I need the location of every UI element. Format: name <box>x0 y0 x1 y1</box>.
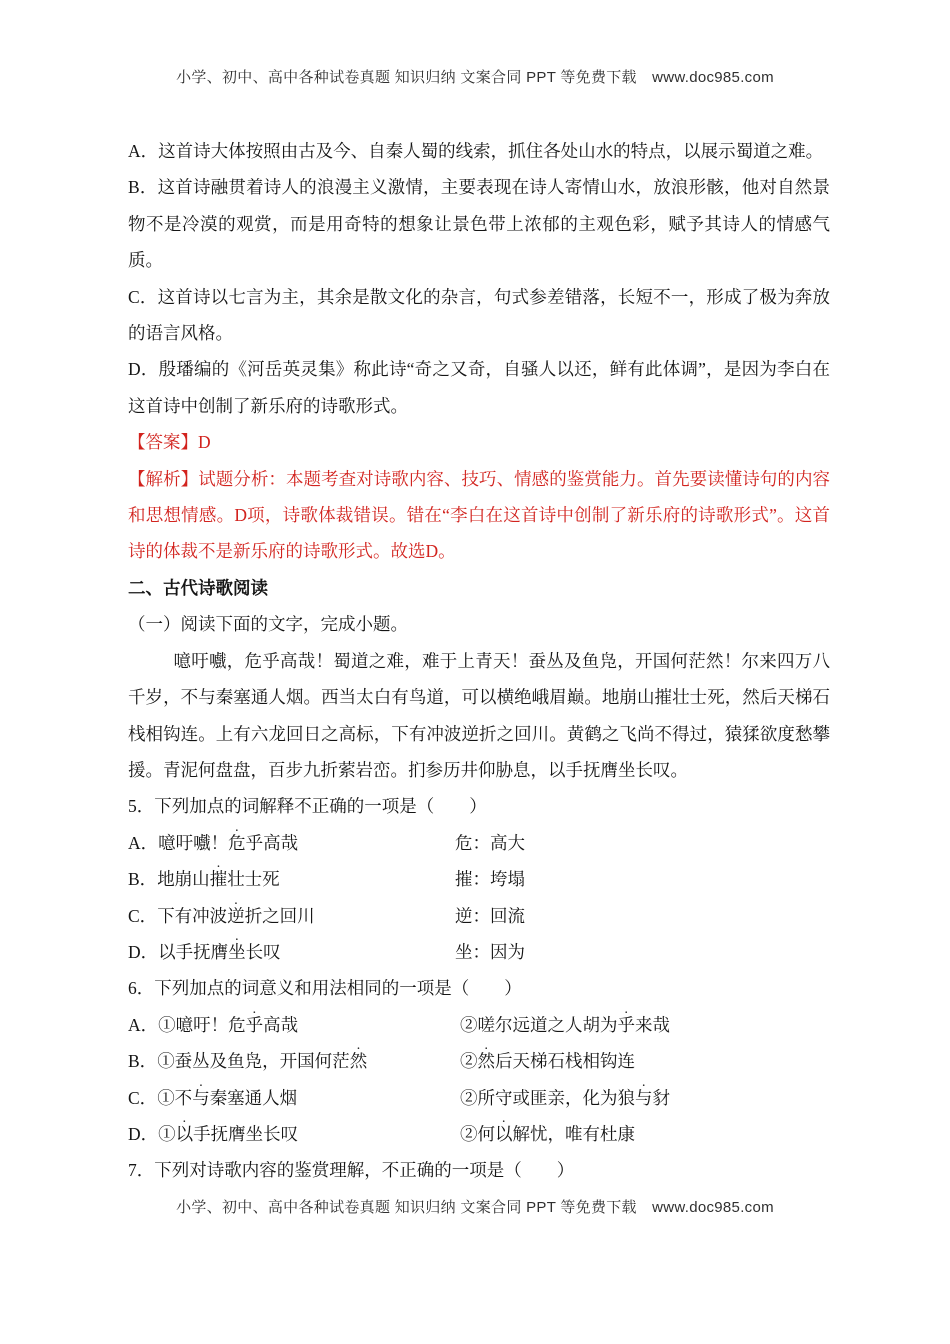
q5-option-b-label: B． <box>128 869 158 890</box>
q5-option-d-gloss: 坐：因为 <box>455 941 525 962</box>
q7-stem: 7．下列对诗歌内容的鉴赏理解，不正确的一项是（ ） <box>128 1160 575 1181</box>
q5-option-c-label: C． <box>128 905 158 926</box>
document-body <box>128 133 830 1189</box>
q5-option-d-text: 以手抚膺坐长叹 <box>158 941 281 962</box>
q4-option-c: C．这首诗以七言为主，其余是散文化的杂言，句式参差错落，长短不一，形成了极为奔放的语言风格。 <box>128 286 830 344</box>
q5-option-c-gloss: 逆：回流 <box>455 905 525 926</box>
poem-passage: 噫吁嚱，危乎高哉！蜀道之难，难于上青天！蚕丛及鱼凫，开国何茫然！尔来四万八千岁，不与秦塞通人烟。西当太白有鸟道，可以横绝峨眉巅。地崩山摧壮士死，然后天梯石栈相钩连。上有六龙回日之高标，下有冲波逆折之回川。黄鹤之飞尚不得过，猿猱欲度愁攀援。青泥何盘盘，百步九折萦岩峦。扪参历井仰胁息，以手抚膺坐长叹。 <box>128 650 830 780</box>
q6-option-d-second: ②何以解忧，唯有杜康 <box>460 1123 635 1144</box>
q5-option-row-c <box>128 898 830 934</box>
q6-option-c-first: ①不与秦塞通人烟 <box>157 1087 298 1108</box>
q6-option-c-second: ②所守或匪亲，化为狼与豺 <box>460 1087 670 1108</box>
q6-option-row-d <box>128 1116 830 1152</box>
q6-option-b-first: ①蚕丛及鱼凫，开国何茫然 <box>157 1051 368 1072</box>
q4-option-a: A．这首诗大体按照由古及今、自秦人蜀的线索，抓住各处山水的特点，以展示蜀道之难。 <box>128 141 824 161</box>
q6-option-a-second: ②嗟尔远道之人胡为乎来哉 <box>460 1014 670 1035</box>
q6-option-row-a <box>128 1007 830 1043</box>
q5-option-a-text: 噫吁嚱！危乎高哉 <box>158 832 299 853</box>
header-watermark: 小学、初中、高中各种试卷真题 知识归纳 文案合同 PPT 等免费下载 www.doc985.com <box>176 69 774 86</box>
section-heading: 二、古代诗歌阅读 <box>128 577 268 598</box>
q6-option-d-label: D． <box>128 1123 159 1144</box>
q6-stem: 6．下列加点的词意义和用法相同的一项是（ ） <box>128 978 522 999</box>
q4-option-b: B．这首诗融贯着诗人的浪漫主义激情，主要表现在诗人寄情山水，放浪形骸，他对自然景物不是冷漠的观赏，而是用奇特的想象让景色带上浓郁的主观色彩，赋予其诗人的情感气质。 <box>128 177 830 271</box>
q6-option-row-b <box>128 1043 830 1079</box>
q4-analysis: 【解析】试题分析：本题考查对诗歌内容、技巧、情感的鉴赏能力。首先要读懂诗句的内容和思想情感。D项，诗歌体裁错误。错在“李白在这首诗中创制了新乐府的诗歌形式”。这首诗的体裁不是新乐府的诗歌形式。故选D。 <box>128 468 830 562</box>
q6-option-b-label: B． <box>128 1051 158 1072</box>
q6-option-row-c <box>128 1080 830 1116</box>
q5-option-a-label: A． <box>128 832 159 853</box>
q5-option-b-gloss: 摧：垮塌 <box>455 869 525 890</box>
q5-option-b-text: 地崩山摧壮士死 <box>157 869 280 890</box>
q6-option-d-first: ①以手抚膺坐长叹 <box>158 1123 299 1144</box>
q5-stem: 5．下列加点的词解释不正确的一项是（ ） <box>128 796 487 817</box>
q4-answer: 【答案】D <box>128 432 211 453</box>
q5-option-row-d <box>128 934 830 970</box>
q5-option-row-b <box>128 861 830 897</box>
footer-watermark: 小学、初中、高中各种试卷真题 知识归纳 文案合同 PPT 等免费下载 www.doc985.com <box>176 1199 774 1216</box>
q5-option-d-label: D． <box>128 941 159 962</box>
q5-option-c-text: 下有冲波逆折之回川 <box>157 905 315 926</box>
q4-option-d: D．殷璠编的《河岳英灵集》称此诗“奇之又奇，自骚人以还，鲜有此体调”，是因为李白在这首诗中创制了新乐府的诗歌形式。 <box>128 359 830 416</box>
q6-option-a-first: ①噫吁！危乎高哉 <box>158 1014 299 1035</box>
q6-option-b-second: ②然后天梯石栈相钩连 <box>460 1051 635 1072</box>
q5-option-row-a <box>128 825 830 861</box>
section-intro: （一）阅读下面的文字，完成小题。 <box>128 614 408 635</box>
q6-option-c-label: C． <box>128 1087 158 1108</box>
q6-option-a-label: A． <box>128 1014 159 1035</box>
q5-option-a-gloss: 危：高大 <box>455 832 525 853</box>
